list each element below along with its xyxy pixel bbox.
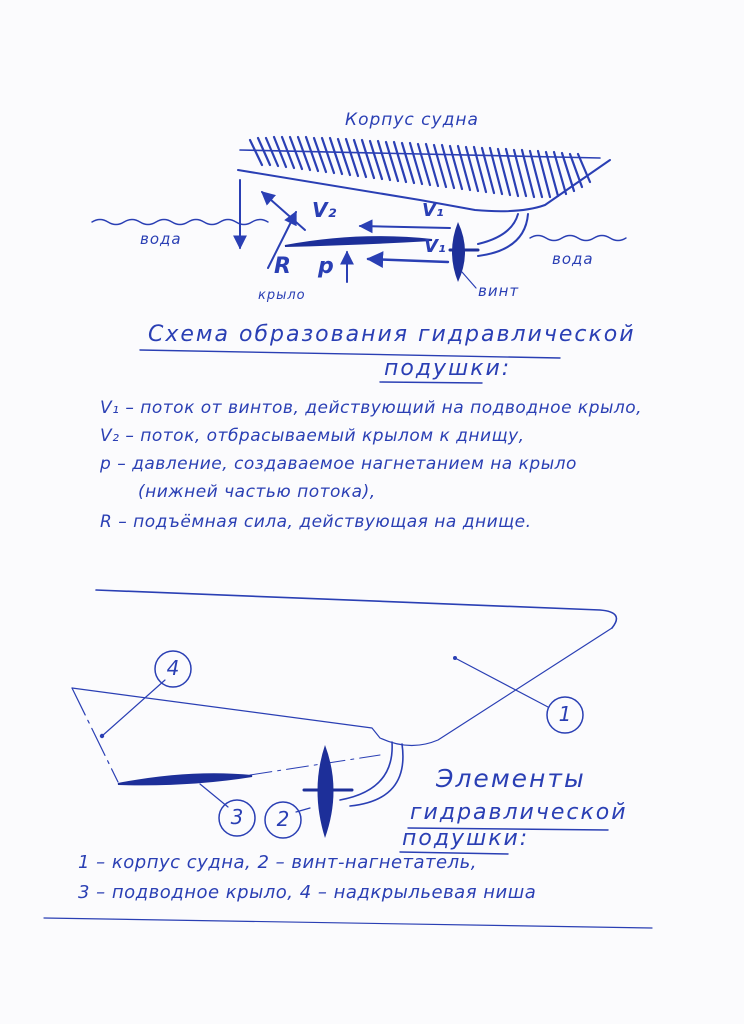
v2-label: V₂ xyxy=(312,198,337,222)
water-line-right xyxy=(530,236,626,241)
legend1-item: p – давление, создаваемое нагнетанием на крыло xyxy=(100,454,577,474)
v1-lower-label: V₁ xyxy=(424,236,446,257)
water-label-left: вода xyxy=(140,230,182,248)
wing-shape xyxy=(285,237,432,246)
water-line-left xyxy=(92,220,268,225)
propeller2-shape xyxy=(304,745,352,838)
deck-line xyxy=(96,590,616,628)
propeller-leader xyxy=(462,272,476,288)
legend1-item: V₁ – поток от винтов, действующий на подводное крыло, xyxy=(100,398,643,418)
title2-line2: гидравлической xyxy=(410,800,628,825)
title1-line1: Схема образования гидравлической xyxy=(148,322,636,347)
propeller2-flow xyxy=(340,742,403,806)
water-label-right: вода xyxy=(552,250,594,268)
niche-line xyxy=(72,688,118,782)
v1-arrow-upper xyxy=(360,226,450,228)
hull-hatching xyxy=(250,137,590,197)
bottom-rule xyxy=(44,918,652,928)
wing-label: крыло xyxy=(258,288,306,303)
flow-line xyxy=(250,755,380,775)
hull-label: Корпус судна xyxy=(345,110,479,130)
title2-line1: Элементы xyxy=(436,764,586,793)
legend1-item: R – подъёмная сила, действующая на днище. xyxy=(100,512,532,532)
legend2-item: 1 – корпус судна, 2 – винт-нагнетатель, xyxy=(78,852,477,873)
v1-arrow-lower xyxy=(368,259,448,262)
callout-1: 1 xyxy=(558,702,572,726)
callout-4: 4 xyxy=(166,656,180,680)
wing2-shape xyxy=(118,774,252,784)
legend1-item: (нижней частью потока), xyxy=(138,482,376,502)
v1-upper-label: V₁ xyxy=(422,200,444,221)
title2-line3: подушки: xyxy=(402,826,530,851)
callout-2: 2 xyxy=(276,807,290,831)
hull-bottom-line xyxy=(72,628,612,746)
legend1-item: V₂ – поток, отбрасываемый крылом к днищу, xyxy=(100,426,525,446)
v2-arrow xyxy=(262,192,305,230)
p-label: p xyxy=(318,254,334,279)
propeller-label: винт xyxy=(478,282,520,300)
legend2-item: 3 – подводное крыло, 4 – надкрыльевая ниша xyxy=(78,882,537,903)
r-label: R xyxy=(274,254,291,279)
callout-3: 3 xyxy=(230,805,244,829)
title1-line2: подушки: xyxy=(384,356,512,381)
